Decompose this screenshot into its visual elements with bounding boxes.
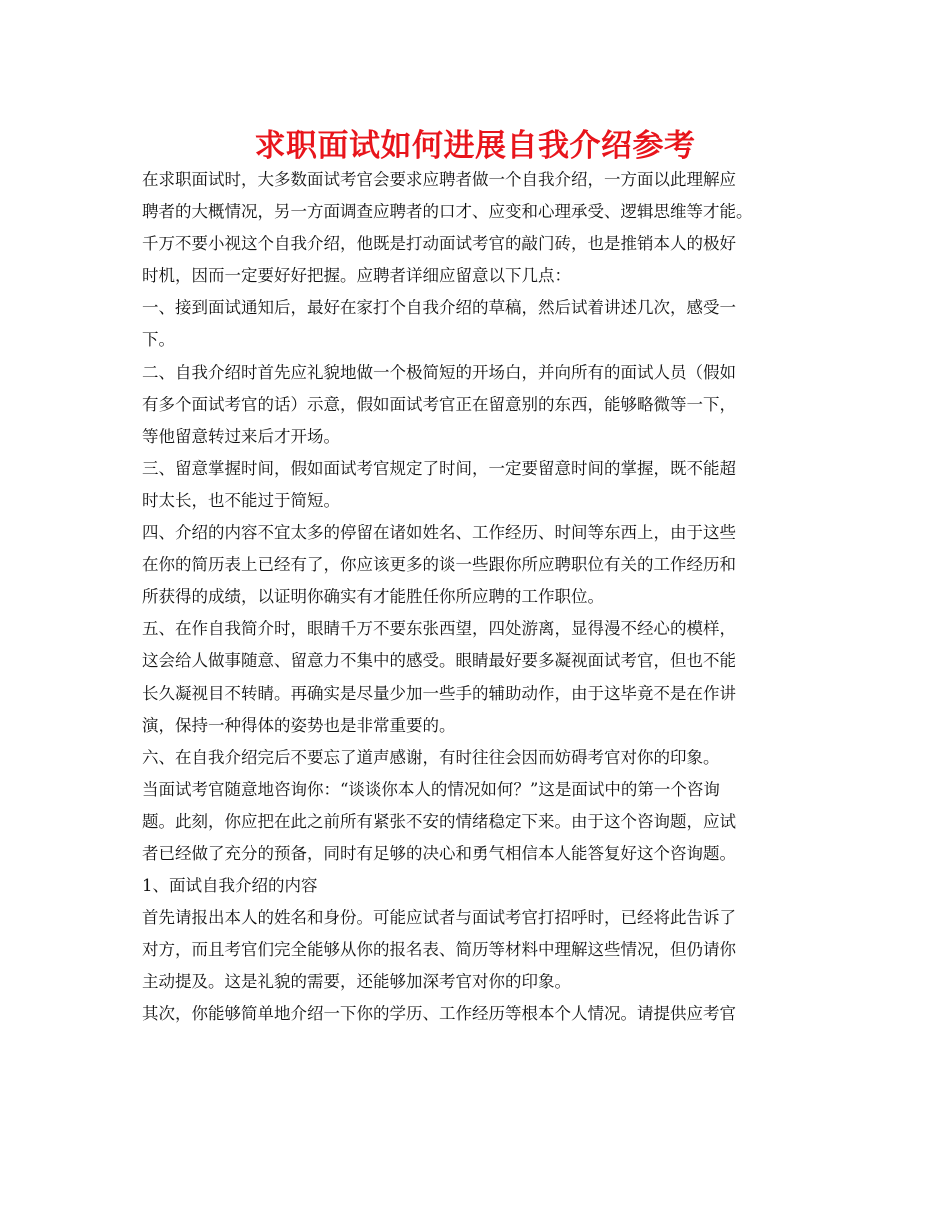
body-line: 题。此刻，你应把在此之前所有紧张不安的情绪稳定下来。由于这个咨询题，应试 [142, 811, 736, 831]
body-line: 长久凝视目不转睛。再确实是尽量少加一些手的辅助动作，由于这毕竟不是在作讲 [142, 683, 736, 703]
body-line: 五、在作自我简介时，眼睛千万不要东张西望，四处游离，显得漫不经心的模样， [142, 619, 736, 639]
document-body [142, 164, 832, 1031]
body-line: 时机，因而一定要好好把握。应聘者详细应留意以下几点： [142, 266, 571, 286]
body-line: 其次，你能够简单地介绍一下你的学历、工作经历等根本个人情况。请提供应考官 [142, 1004, 736, 1024]
body-line: 对方，而且考官们完全能够从你的报名表、简历等材料中理解这些情况，但仍请你 [142, 940, 736, 960]
body-line: 主动提及。这是礼貌的需要，还能够加深考官对你的印象。 [142, 972, 571, 992]
body-line: 聘者的大概情况，另一方面调查应聘者的口才、应变和心理承受、逻辑思维等才能。 [142, 202, 753, 222]
body-line: 当面试考官随意地咨询你：“谈谈你本人的情况如何？”这是面试中的第一个咨询 [142, 779, 720, 799]
body-line: 二、自我介绍时首先应礼貌地做一个极简短的开场白，并向所有的面试人员（假如 [142, 362, 736, 382]
body-line: 者已经做了充分的预备，同时有足够的决心和勇气相信本人能答复好这个咨询题。 [142, 843, 736, 863]
body-line: 有多个面试考官的话）示意，假如面试考官正在留意别的东西，能够略微等一下， [142, 394, 736, 414]
body-line: 四、介绍的内容不宜太多的停留在诸如姓名、工作经历、时间等东西上，由于这些 [142, 523, 736, 543]
body-line: 首先请报出本人的姓名和身份。可能应试者与面试考官打招呼时，已经将此告诉了 [142, 908, 736, 928]
body-line: 在求职面试时，大多数面试考官会要求应聘者做一个自我介绍，一方面以此理解应 [142, 170, 736, 189]
body-line: 下。 [142, 330, 175, 350]
body-line: 演，保持一种得体的姿势也是非常重要的。 [142, 715, 456, 735]
body-line: 一、接到面试通知后，最好在家打个自我介绍的草稿，然后试着讲述几次，感受一 [142, 298, 736, 318]
body-line: 所获得的成绩，以证明你确实有才能胜任你所应聘的工作职位。 [142, 587, 604, 607]
body-line: 1、面试自我介绍的内容 [142, 876, 318, 896]
body-line: 六、在自我介绍完后不要忘了道声感谢，有时往往会因而妨碍考官对你的印象。 [142, 747, 720, 767]
body-line: 等他留意转过来后才开场。 [142, 426, 340, 446]
body-line: 在你的简历表上已经有了，你应该更多的谈一些跟你所应聘职位有关的工作经历和 [142, 555, 736, 575]
document-title: 求职面试如何进展自我介绍参考 [254, 128, 696, 164]
body-line: 这会给人做事随意、留意力不集中的感受。眼睛最好要多凝视面试考官，但也不能 [142, 651, 736, 671]
body-line: 时太长，也不能过于简短。 [142, 490, 340, 510]
body-line: 千万不要小视这个自我介绍，他既是打动面试考官的敲门砖，也是推销本人的极好 [142, 234, 736, 254]
body-line: 三、留意掌握时间，假如面试考官规定了时间，一定要留意时间的掌握，既不能超 [142, 458, 736, 478]
